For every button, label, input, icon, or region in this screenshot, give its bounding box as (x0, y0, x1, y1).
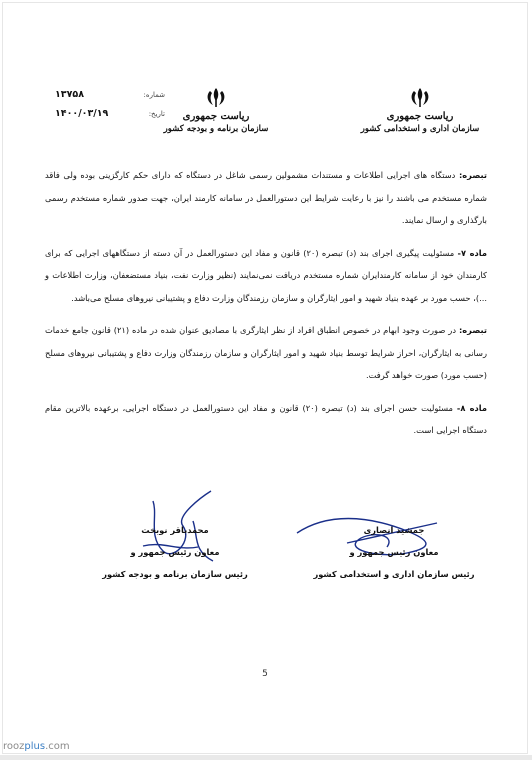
paragraph-lead: ماده ۷- (457, 247, 488, 258)
paragraph-text: مسئولیت حسن اجرای بند (د) تبصره (۲۰) قانون و مفاد این دستورالعمل در دستگاه اجرایی، برعهده بالاترین مقام دستگاه اجرایی است. (45, 402, 487, 435)
paragraph-article-8 (45, 397, 487, 442)
paragraph-note-2 (45, 319, 487, 387)
paragraph-lead: ماده ۸- (456, 402, 487, 413)
page-number: 5 (262, 669, 268, 679)
bottom-strip (0, 755, 532, 760)
number-value: ۱۳۷۵۸ (55, 89, 84, 100)
watermark-part1: rooz (3, 741, 25, 752)
document-body (45, 164, 487, 452)
document-page (2, 2, 528, 754)
header-center-line2: سازمان برنامه و بودجه کشور (163, 124, 269, 134)
date-value: ۱۴۰۰/۰۳/۱۹ (55, 108, 109, 119)
paragraph-note-1 (45, 164, 487, 232)
signature-left (95, 519, 255, 585)
paragraph-text: در صورت وجود ابهام در خصوص انطباق افراد از نظر ایثارگری با مصادیق عنوان شده در ماده (۲۱) قانون جامع خدمات رسانی به ایثارگران، احراز شرایط توسط بنیاد شهید و امور ایثارگران و سازمان رزمندگان وزارت دفاع و پشتیبانی نیروهای مسلح (حسب مورد) صورت خواهد گرفت. (45, 325, 487, 380)
signer-title-line2: رئیس سازمان برنامه و بودجه کشور (102, 569, 248, 579)
signer-title-line1: معاون رئیس جمهور و (349, 547, 439, 557)
signer-title-line2: رئیس سازمان اداری و استخدامی کشور (313, 569, 475, 579)
header-right-line1: ریاست جمهوری (386, 111, 454, 122)
letter-date-row (55, 108, 165, 127)
paragraph-text: دستگاه های اجرایی اطلاعات و مستندات مشمولین رسمی شاغل در دستگاه که دارای حکم کارگزینی بوده ولی فاقد شماره مستخدم می باشند را نیز با رعایت شرایط این دستورالعمل در سامانه کارمند ایران، جهت صدور شماره مستخدم رسمی بارگذاری و ارسال نمایند. (45, 170, 487, 225)
site-watermark (3, 741, 70, 752)
header-center-line1: ریاست جمهوری (182, 111, 250, 122)
paragraph-lead: تبصره: (458, 325, 487, 335)
header-right-line2: سازمان اداری و استخدامی کشور (360, 124, 480, 134)
header-center-org (161, 111, 271, 134)
paragraph-article-7 (45, 242, 487, 310)
letter-number-row (55, 89, 165, 108)
signer-title-line1: معاون رئیس جمهور و (130, 547, 220, 557)
iran-emblem-icon (407, 87, 433, 109)
iran-emblem-icon (203, 87, 229, 109)
letter-meta (55, 89, 165, 127)
watermark-part3: .com (45, 741, 70, 752)
paragraph-text: مسئولیت پیگیری اجرای بند (د) تبصره (۲۰) قانون و مفاد این دستورالعمل در آن دسته از دستگاههای اجرایی که برای کارمندان خود از سامانه کارمندایران شماره مستخدم دریافت نمی‌نمایند (نظیر وزارت نفت، بنیاد مستضعفان، وزارت اطلاعات و ...)، حسب مورد بر عهده بنیاد شهید و امور ایثارگران و سازمان رزمندگان وزارت دفاع و پشتیبانی نیروهای مسلح می‌باشد. (45, 247, 487, 303)
signer-name: محمدباقر نوبخت (141, 525, 209, 535)
watermark-part2: plus (24, 741, 46, 752)
signer-name: جمشید انصاری (363, 525, 425, 535)
paragraph-lead: تبصره: (458, 170, 487, 180)
date-label: تاریخ: (148, 110, 165, 118)
header-right-org (353, 111, 487, 134)
number-label: شماره: (143, 91, 165, 99)
signature-right (309, 519, 479, 585)
